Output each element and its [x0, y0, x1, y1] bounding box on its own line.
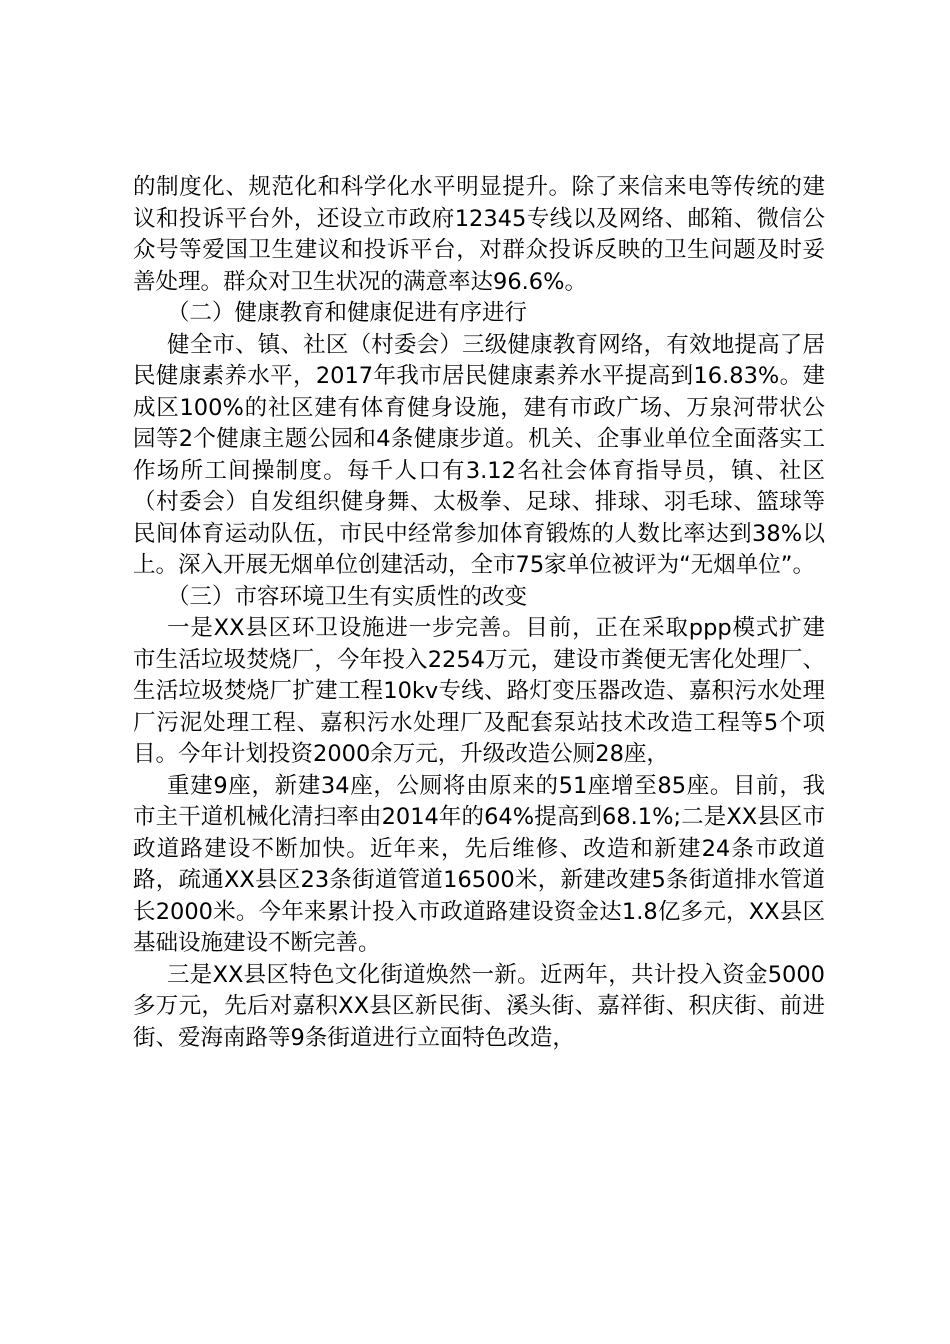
- paragraph-sanitation-facilities: 一是XX县区环卫设施进一步完善。目前，正在采取ppp模式扩建市生活垃圾焚烧厂，今年投入2254万元，建设市粪便无害化处理厂、生活垃圾焚烧厂扩建工程10kv专线、路灯变压器改造、嘉积污水处理厂污泥处理工程、嘉积污水处理厂及配套泵站技术改造工程等5个项目。今年计划投资2000余万元，升级改造公厕28座，: [133, 615, 825, 767]
- paragraph-road-construction: 重建9座，新建34座，公厕将由原来的51座增至85座。目前，我市主干道机械化清扫率由2014年的64%提高到68.1%;二是XX县区市政道路建设不断加快。近年来，先后维修、改造和新建24条市政道路，疏通XX县区23条街道管道16500米，新建改建5条街道排水管道长2000米。今年来累计投入市政道路建设资金达1.8亿多元，XX县区基础设施建设不断完善。: [133, 772, 825, 956]
- paragraph-health-education: 健全市、镇、社区（村委会）三级健康教育网络，有效地提高了居民健康素养水平，2017年我市居民健康素养水平提高到16.83%。建成区100%的社区建有体育健身设施，建有市政广场、万泉河带状公园等2个健康主题公园和4条健康步道。机关、企事业单位全面落实工作场所工间操制度。每千人口有3.12名社会体育指导员，镇、社区（村委会）自发组织健身舞、太极拳、足球、排球、羽毛球、篮球等民间体育运动队伍，市民中经常参加体育锻炼的人数比率达到38%以上。深入开展无烟单位创建活动，全市75家单位被评为“无烟单位”。: [133, 331, 825, 578]
- paragraph-satisfaction: 的制度化、规范化和科学化水平明显提升。除了来信来电等传统的建议和投诉平台外，还设立市政府12345专线以及网络、邮箱、微信公众号等爱国卫生建议和投诉平台，对群众投诉反映的卫生问题及时妥善处理。群众对卫生状况的满意率达96.6%。: [133, 174, 825, 295]
- paragraph-cultural-streets: 三是XX县区特色文化街道焕然一新。近两年，共计投入资金5000多万元，先后对嘉积XX县区新民街、溪头街、嘉祥街、积庆街、前进街、爱海南路等9条街道进行立面特色改造，: [133, 961, 825, 1051]
- section-heading-environment: （三）市容环境卫生有实质性的改变: [167, 583, 528, 610]
- document-body: [133, 172, 825, 1054]
- section-heading-health-education: （二）健康教育和健康促进有序进行: [167, 300, 528, 326]
